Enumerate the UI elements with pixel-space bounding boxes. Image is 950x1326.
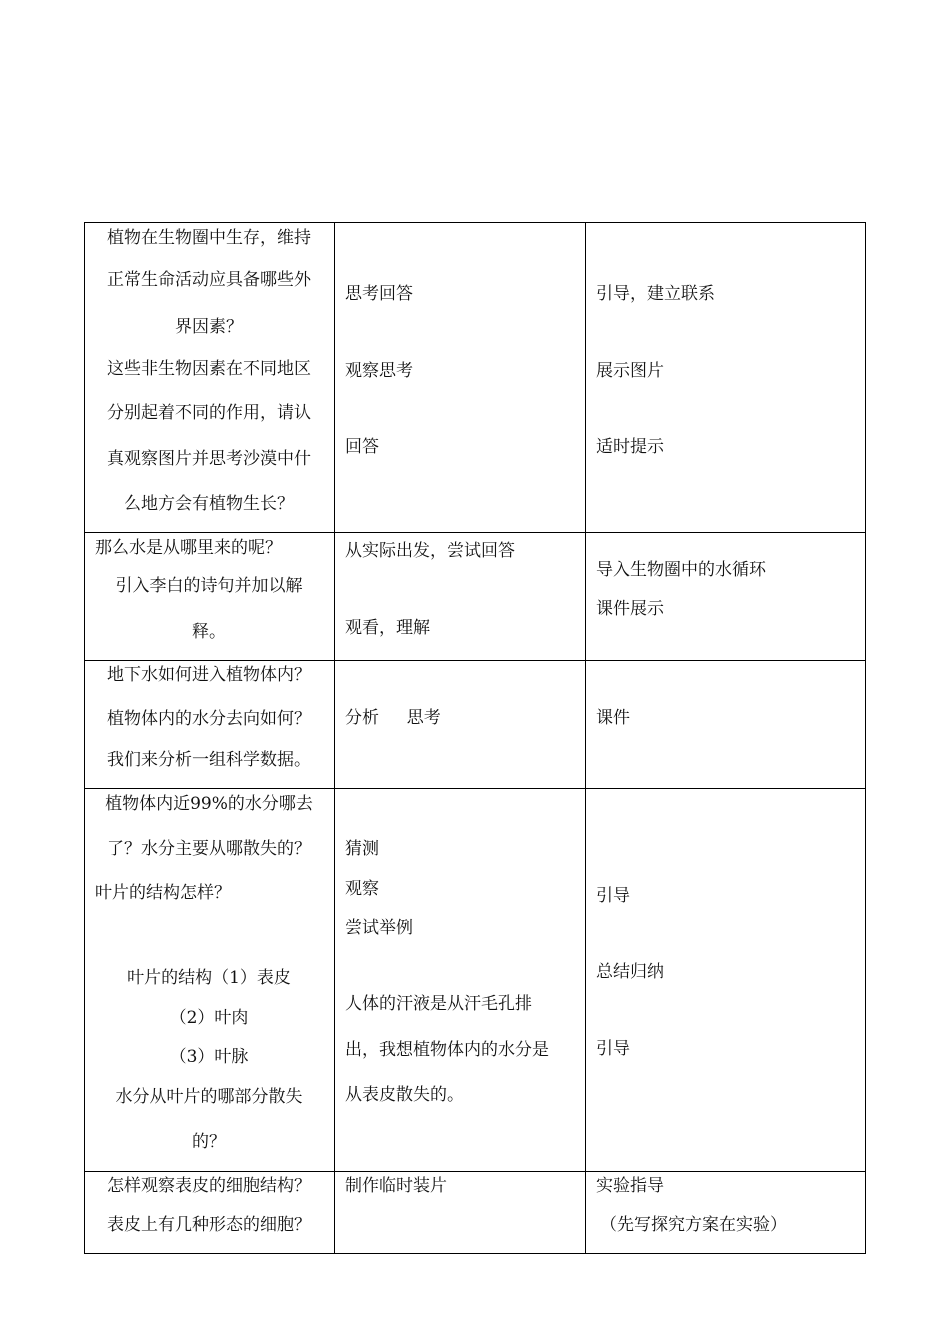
table-cell-text: 尝试举例 (345, 918, 413, 938)
table-cell-text: 猜测 (345, 839, 379, 859)
table-cell-text: 导入生物圈中的水循环 (596, 560, 766, 580)
table-cell-text: 引导 (596, 886, 630, 906)
table-border-bottom (84, 1253, 866, 1254)
table-cell-text: 植物体内近99%的水分哪去 (105, 794, 313, 814)
table-cell-text: 思考回答 (345, 284, 413, 304)
table-cell-text: 回答 (345, 437, 379, 457)
table-cell-text: 我们来分析一组科学数据。 (107, 750, 311, 770)
table-cell-text: 课件展示 (596, 599, 664, 619)
table-cell-text: 的？ (192, 1132, 226, 1152)
table-cell-text: 分析 思考 (345, 708, 441, 728)
table-cell-text: 从实际出发，尝试回答 (345, 541, 515, 561)
row-divider-4 (84, 1171, 866, 1172)
table-divider-col1 (334, 222, 335, 1254)
table-cell-text: 叶片的结构怎样？ (95, 883, 231, 903)
table-cell-text: 释。 (192, 622, 226, 642)
table-cell-text: 么地方会有植物生长？ (124, 494, 294, 514)
table-cell-text: 植物体内的水分去向如何？ (107, 709, 311, 729)
table-cell-text: 地下水如何进入植物体内？ (107, 665, 311, 685)
table-divider-col2 (585, 222, 586, 1254)
table-cell-text: 课件 (596, 708, 630, 728)
table-cell-text: 从表皮散失的。 (345, 1085, 464, 1105)
table-cell-text: 水分从叶片的哪部分散失 (115, 1087, 303, 1107)
table-cell-text: 怎样观察表皮的细胞结构？ (107, 1176, 311, 1196)
table-cell-text: 制作临时装片 (345, 1176, 447, 1196)
table-cell-text: （先写探究方案在实验） (600, 1215, 787, 1235)
table-cell-text: 人体的汗液是从汗毛孔排 (345, 994, 532, 1014)
table-cell-text: 真观察图片并思考沙漠中什 (107, 449, 311, 469)
table-cell-text: 引入李白的诗句并加以解 (115, 576, 303, 596)
table-cell-text: （3）叶脉 (169, 1047, 249, 1067)
table-cell-text: 那么水是从哪里来的呢？ (95, 538, 282, 558)
table-cell-text: 界因素？ (175, 317, 243, 337)
lesson-plan-table (84, 222, 866, 1254)
table-cell-text: 叶片的结构（1）表皮 (127, 968, 291, 988)
table-cell-text: 表皮上有几种形态的细胞？ (107, 1215, 311, 1235)
table-cell-text: 观看，理解 (345, 618, 430, 638)
table-cell-text: 观察思考 (345, 361, 413, 381)
table-cell-text: 实验指导 (596, 1176, 664, 1196)
table-cell-text: 了？水分主要从哪散失的？ (107, 839, 311, 859)
table-cell-text: 出，我想植物体内的水分是 (345, 1040, 549, 1060)
row-divider-2 (84, 660, 866, 661)
table-cell-text: 适时提示 (596, 437, 664, 457)
table-cell-text: 引导 (596, 1039, 630, 1059)
row-divider-3 (84, 788, 866, 789)
table-cell-text: 分别起着不同的作用，请认 (107, 403, 311, 423)
table-cell-text: 总结归纳 (596, 962, 664, 982)
row-divider-1 (84, 532, 866, 533)
table-cell-text: 展示图片 (596, 361, 664, 381)
table-cell-text: 引导，建立联系 (596, 284, 715, 304)
table-cell-text: 观察 (345, 879, 379, 899)
table-cell-text: （2）叶肉 (169, 1008, 249, 1028)
table-border-right (865, 222, 866, 1254)
table-cell-text: 正常生命活动应具备哪些外 (107, 270, 311, 290)
table-cell-text: 这些非生物因素在不同地区 (107, 359, 311, 379)
table-border-top (84, 222, 866, 223)
table-cell-text: 植物在生物圈中生存，维持 (107, 228, 311, 248)
